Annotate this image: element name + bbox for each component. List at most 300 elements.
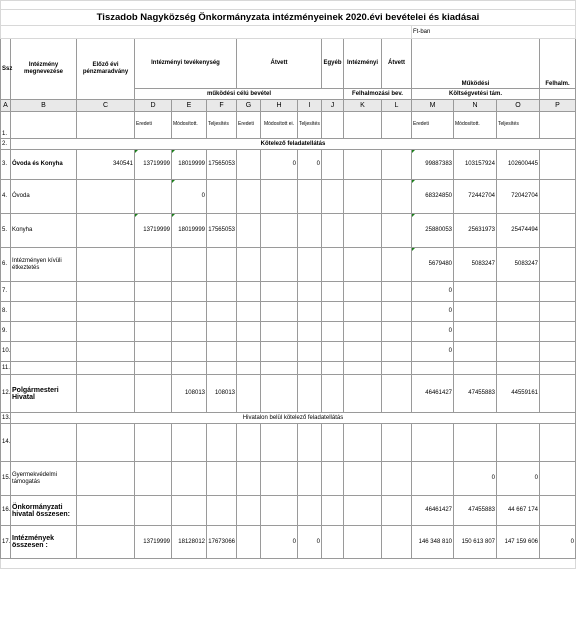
header-intezmenyi[interactable]: Intézményi — [344, 39, 382, 89]
empty-cell[interactable] — [540, 342, 576, 362]
row-number[interactable]: 1. — [1, 112, 11, 139]
empty-cell[interactable] — [77, 180, 135, 214]
empty-cell[interactable] — [298, 180, 322, 214]
column-letter-j[interactable]: J — [322, 100, 344, 112]
empty-cell[interactable] — [344, 342, 382, 362]
column-letter-e[interactable]: E — [172, 100, 207, 112]
empty-cell[interactable] — [322, 150, 344, 180]
empty-cell[interactable] — [540, 180, 576, 214]
cell-o[interactable]: 5083247 — [497, 248, 540, 282]
empty-cell[interactable] — [540, 322, 576, 342]
empty-cell[interactable] — [207, 282, 237, 302]
empty-cell[interactable] — [77, 214, 135, 248]
institution-name[interactable]: Intézmények összesen : — [11, 526, 77, 559]
empty-cell[interactable] — [237, 362, 261, 375]
empty-cell[interactable] — [322, 302, 344, 322]
empty-cell[interactable] — [11, 112, 77, 139]
empty-cell[interactable] — [454, 302, 497, 322]
cell-e[interactable]: 18019999 — [172, 214, 207, 248]
cell-o[interactable]: 72042704 — [497, 180, 540, 214]
empty-cell[interactable] — [344, 375, 382, 413]
sub-header-modositott-ei[interactable]: Módosított ei. — [261, 112, 298, 139]
row-4 — [1, 180, 576, 214]
header-elozo-ev[interactable]: Előző évi pénzmaradvány — [77, 39, 135, 100]
header-atvett[interactable]: Átvett — [237, 39, 322, 89]
cell-m[interactable]: 25880053 — [412, 214, 454, 248]
cell-c[interactable]: 340541 — [77, 150, 135, 180]
cell-e[interactable]: 108013 — [172, 375, 207, 413]
cell-m[interactable]: 0 — [412, 282, 454, 302]
sub-header-teljesites[interactable]: Teljesítés — [207, 112, 237, 139]
empty-cell[interactable] — [237, 375, 261, 413]
cell-f[interactable]: 108013 — [207, 375, 237, 413]
empty-cell[interactable] — [135, 282, 172, 302]
empty-cell[interactable] — [382, 302, 412, 322]
empty-cell[interactable] — [497, 362, 540, 375]
empty-cell[interactable] — [77, 424, 135, 462]
cell-m[interactable]: 99887383 — [412, 150, 454, 180]
empty-cell[interactable] — [344, 462, 382, 496]
row-number[interactable]: 5. — [1, 214, 11, 248]
empty-cell[interactable] — [261, 342, 298, 362]
empty-cell[interactable] — [322, 248, 344, 282]
section-label[interactable]: Hivatalon belül kötelező feladatellátás — [11, 413, 576, 424]
empty-cell[interactable] — [207, 342, 237, 362]
empty-cell[interactable] — [207, 496, 237, 526]
empty-cell[interactable] — [261, 496, 298, 526]
empty-cell[interactable] — [172, 248, 207, 282]
column-letter-k[interactable]: K — [344, 100, 382, 112]
empty-cell[interactable] — [135, 248, 172, 282]
header-egyeb[interactable]: Egyéb — [322, 39, 344, 89]
empty-cell[interactable] — [497, 424, 540, 462]
empty-cell[interactable] — [322, 322, 344, 342]
empty-cell[interactable] — [454, 362, 497, 375]
empty-cell[interactable] — [344, 150, 382, 180]
column-letter-n[interactable]: N — [454, 100, 497, 112]
cell-m[interactable]: 0 — [412, 322, 454, 342]
blank-row — [1, 559, 576, 569]
cell-i[interactable]: 0 — [298, 150, 322, 180]
empty-cell[interactable] — [172, 322, 207, 342]
empty-cell[interactable] — [344, 214, 382, 248]
institution-name[interactable]: Gyermekvédelmi támogatás — [11, 462, 77, 496]
empty-cell[interactable] — [497, 302, 540, 322]
cell-e[interactable]: 18019999 — [172, 150, 207, 180]
empty-cell[interactable] — [382, 248, 412, 282]
empty-cell[interactable] — [497, 282, 540, 302]
column-letter-c[interactable]: C — [77, 100, 135, 112]
empty-cell[interactable] — [237, 282, 261, 302]
sub-header-modositott[interactable]: Módosított. — [172, 112, 207, 139]
empty-cell[interactable] — [261, 375, 298, 413]
empty-cell[interactable] — [382, 526, 412, 559]
cell-m[interactable]: 46461427 — [412, 496, 454, 526]
empty-cell[interactable] — [207, 248, 237, 282]
column-letter-row — [1, 100, 576, 112]
empty-cell[interactable] — [322, 462, 344, 496]
column-letter-l[interactable]: L — [382, 100, 412, 112]
header-row-1 — [1, 39, 576, 89]
row-17 — [1, 526, 576, 559]
column-letter-f[interactable]: F — [207, 100, 237, 112]
empty-cell[interactable] — [298, 282, 322, 302]
row-number[interactable]: 16. — [1, 496, 11, 526]
empty-cell[interactable] — [540, 282, 576, 302]
column-letter-o[interactable]: O — [497, 100, 540, 112]
row-15 — [1, 462, 576, 496]
sub-header-teljesites[interactable]: Teljesítés — [298, 112, 322, 139]
empty-cell[interactable] — [382, 150, 412, 180]
institution-name[interactable]: Óvoda — [11, 180, 77, 214]
sheet-title[interactable]: Tiszadob Nagyközség Önkormányzata intézményeinek 2020.évi bevételei és kiadásai — [1, 10, 576, 26]
empty-cell[interactable] — [135, 322, 172, 342]
header-felhalmozasi-bev[interactable]: Felhalmozási bev. — [344, 89, 412, 100]
empty-cell[interactable] — [497, 342, 540, 362]
empty-cell[interactable] — [261, 462, 298, 496]
empty-cell[interactable] — [207, 362, 237, 375]
header-atvett-2[interactable]: Átvett — [382, 39, 412, 89]
row-number[interactable]: 2. — [1, 139, 11, 150]
cell-e[interactable]: 18128012 — [172, 526, 207, 559]
unit-row — [1, 26, 576, 39]
cell-n[interactable]: 0 — [454, 462, 497, 496]
empty-cell[interactable] — [135, 362, 172, 375]
row-number[interactable]: 10. — [1, 342, 11, 362]
empty-cell[interactable] — [540, 248, 576, 282]
empty-cell[interactable] — [322, 112, 344, 139]
cell-m[interactable]: 0 — [412, 302, 454, 322]
header-felhalm[interactable]: Felhalm. — [540, 39, 576, 89]
sub-header-eredeti[interactable]: Eredeti — [412, 112, 454, 139]
sub-header-eredeti[interactable]: Eredeti — [135, 112, 172, 139]
empty-cell[interactable] — [261, 282, 298, 302]
empty-cell[interactable] — [172, 496, 207, 526]
empty-cell[interactable] — [497, 322, 540, 342]
empty-cell[interactable] — [207, 462, 237, 496]
blank-cell — [1, 1, 576, 10]
empty-cell[interactable] — [322, 342, 344, 362]
empty-cell[interactable] — [454, 282, 497, 302]
cell-d[interactable]: 13719999 — [135, 526, 172, 559]
row-number[interactable]: 9. — [1, 322, 11, 342]
empty-cell[interactable] — [135, 342, 172, 362]
empty-cell[interactable] — [298, 496, 322, 526]
row-number[interactable]: 11. — [1, 362, 11, 375]
empty-cell[interactable] — [540, 424, 576, 462]
cell-m[interactable]: 68324850 — [412, 180, 454, 214]
empty-cell[interactable] — [237, 302, 261, 322]
empty-cell[interactable] — [11, 322, 77, 342]
empty-cell[interactable] — [540, 375, 576, 413]
institution-name[interactable]: Konyha — [11, 214, 77, 248]
empty-cell[interactable] — [454, 342, 497, 362]
row-5 — [1, 214, 576, 248]
empty-cell[interactable] — [77, 322, 135, 342]
cell-f[interactable]: 17565053 — [207, 150, 237, 180]
empty-cell[interactable] — [344, 248, 382, 282]
empty-cell[interactable] — [207, 302, 237, 322]
column-letter-p[interactable]: P — [540, 100, 576, 112]
empty-cell[interactable] — [207, 322, 237, 342]
empty-cell[interactable] — [344, 526, 382, 559]
cell-f[interactable]: 17673066 — [207, 526, 237, 559]
empty-cell[interactable] — [237, 462, 261, 496]
empty-cell[interactable] — [344, 180, 382, 214]
cell-h[interactable]: 0 — [261, 526, 298, 559]
empty-cell[interactable] — [322, 375, 344, 413]
empty-cell[interactable] — [412, 362, 454, 375]
empty-cell[interactable] — [382, 112, 412, 139]
empty-cell[interactable] — [237, 322, 261, 342]
empty-cell[interactable] — [412, 462, 454, 496]
row-11 — [1, 362, 576, 375]
header-intezmeny-name[interactable]: Intézmény megnevezése — [11, 39, 77, 100]
column-letter-h[interactable]: H — [261, 100, 298, 112]
empty-cell[interactable] — [77, 112, 135, 139]
empty-cell[interactable] — [172, 362, 207, 375]
empty-cell[interactable] — [261, 180, 298, 214]
empty-cell[interactable] — [298, 302, 322, 322]
empty-cell[interactable] — [322, 424, 344, 462]
sub-header-eredeti[interactable]: Eredeti — [237, 112, 261, 139]
empty-cell[interactable] — [261, 322, 298, 342]
empty-cell[interactable] — [11, 424, 77, 462]
empty-cell[interactable] — [77, 302, 135, 322]
empty-cell[interactable] — [77, 248, 135, 282]
empty-cell[interactable] — [540, 150, 576, 180]
cell-n[interactable]: 47455883 — [454, 496, 497, 526]
empty-cell[interactable] — [261, 424, 298, 462]
row-number[interactable]: 17. — [1, 526, 11, 559]
cell-o[interactable]: 0 — [497, 462, 540, 496]
empty-cell[interactable] — [261, 302, 298, 322]
header-sz[interactable]: Ssz — [1, 39, 11, 100]
row-number[interactable]: 14. — [1, 424, 11, 462]
empty-cell[interactable] — [412, 424, 454, 462]
empty-cell[interactable] — [382, 214, 412, 248]
empty-cell[interactable] — [540, 302, 576, 322]
empty-cell[interactable] — [382, 424, 412, 462]
header-mukodesi[interactable]: Működési — [412, 39, 540, 89]
row-number[interactable]: 3. — [1, 150, 11, 180]
cell-n[interactable]: 150 613 807 — [454, 526, 497, 559]
empty-cell[interactable] — [11, 282, 77, 302]
empty-cell[interactable] — [77, 526, 135, 559]
empty-cell[interactable] — [172, 342, 207, 362]
row-number[interactable]: 4. — [1, 180, 11, 214]
empty-cell[interactable] — [298, 362, 322, 375]
row-number[interactable]: 12. — [1, 375, 11, 413]
cell-i[interactable]: 0 — [298, 526, 322, 559]
cell-d[interactable]: 13719999 — [135, 150, 172, 180]
empty-cell[interactable] — [454, 424, 497, 462]
empty-cell[interactable] — [344, 112, 382, 139]
row-9 — [1, 322, 576, 342]
empty-cell[interactable] — [135, 496, 172, 526]
empty-cell[interactable] — [298, 342, 322, 362]
empty-cell[interactable] — [382, 180, 412, 214]
blank-cell — [1, 26, 412, 39]
cell-m[interactable]: 5679480 — [412, 248, 454, 282]
column-letter-a[interactable]: A — [1, 100, 11, 112]
empty-cell[interactable] — [77, 375, 135, 413]
row-number[interactable]: 15. — [1, 462, 11, 496]
empty-cell[interactable] — [344, 496, 382, 526]
empty-cell[interactable] — [322, 214, 344, 248]
empty-cell[interactable] — [135, 180, 172, 214]
cell-o[interactable]: 147 159 606 — [497, 526, 540, 559]
institution-name[interactable]: Intézményen kívüli étkeztetés — [11, 248, 77, 282]
empty-cell[interactable] — [298, 248, 322, 282]
empty-cell[interactable] — [382, 496, 412, 526]
empty-cell[interactable] — [382, 462, 412, 496]
cell-o[interactable]: 102600445 — [497, 150, 540, 180]
row-3 — [1, 150, 576, 180]
empty-cell[interactable] — [382, 362, 412, 375]
empty-cell[interactable] — [344, 424, 382, 462]
empty-cell[interactable] — [135, 424, 172, 462]
empty-cell[interactable] — [261, 362, 298, 375]
row-7 — [1, 282, 576, 302]
institution-name[interactable]: Óvoda és Konyha — [11, 150, 77, 180]
cell-n[interactable]: 47455883 — [454, 375, 497, 413]
empty-cell[interactable] — [344, 282, 382, 302]
empty-cell[interactable] — [322, 282, 344, 302]
empty-cell[interactable] — [322, 180, 344, 214]
row-1 — [1, 112, 576, 139]
row-number[interactable]: 7. — [1, 282, 11, 302]
column-letter-i[interactable]: I — [298, 100, 322, 112]
empty-cell[interactable] — [11, 302, 77, 322]
blank-cell — [1, 559, 576, 569]
empty-cell[interactable] — [540, 462, 576, 496]
empty-cell[interactable] — [344, 322, 382, 342]
empty-cell[interactable] — [135, 462, 172, 496]
empty-cell[interactable] — [237, 342, 261, 362]
empty-cell[interactable] — [382, 375, 412, 413]
row-12 — [1, 375, 576, 413]
row-number[interactable]: 8. — [1, 302, 11, 322]
empty-cell[interactable] — [540, 496, 576, 526]
empty-cell[interactable] — [322, 496, 344, 526]
cell-m[interactable]: 146 348 810 — [412, 526, 454, 559]
column-letter-m[interactable]: M — [412, 100, 454, 112]
empty-cell[interactable] — [172, 424, 207, 462]
cell-m[interactable]: 46461427 — [412, 375, 454, 413]
cell-p[interactable]: 0 — [540, 526, 576, 559]
empty-cell[interactable] — [77, 462, 135, 496]
empty-cell[interactable] — [237, 248, 261, 282]
empty-cell[interactable] — [540, 362, 576, 375]
unit-label[interactable]: Ft-ban — [412, 26, 576, 39]
empty-cell[interactable] — [237, 424, 261, 462]
empty-cell[interactable] — [11, 362, 77, 375]
empty-cell[interactable] — [172, 282, 207, 302]
empty-cell[interactable] — [382, 322, 412, 342]
row-number[interactable]: 13. — [1, 413, 11, 424]
institution-name[interactable]: Önkormányzati hivatal összesen: — [11, 496, 77, 526]
empty-cell[interactable] — [454, 322, 497, 342]
empty-cell[interactable] — [172, 302, 207, 322]
empty-cell[interactable] — [322, 362, 344, 375]
section-label[interactable]: Kötelező feladatellátás — [11, 139, 576, 150]
empty-cell[interactable] — [540, 89, 576, 100]
cell-o[interactable]: 44559161 — [497, 375, 540, 413]
header-koltsegvetesi-tam[interactable]: Költségvetési tám. — [412, 89, 540, 100]
empty-cell[interactable] — [135, 375, 172, 413]
empty-cell[interactable] — [237, 150, 261, 180]
cell-n[interactable]: 72442704 — [454, 180, 497, 214]
empty-cell[interactable] — [77, 362, 135, 375]
empty-cell[interactable] — [135, 302, 172, 322]
row-2 — [1, 139, 576, 150]
empty-cell[interactable] — [207, 180, 237, 214]
empty-cell[interactable] — [298, 322, 322, 342]
empty-cell[interactable] — [298, 424, 322, 462]
cell-m[interactable]: 0 — [412, 342, 454, 362]
sub-header-modositott[interactable]: Módosított. — [454, 112, 497, 139]
empty-cell[interactable] — [540, 214, 576, 248]
empty-cell[interactable] — [382, 282, 412, 302]
empty-cell[interactable] — [207, 424, 237, 462]
empty-cell[interactable] — [344, 362, 382, 375]
cell-o[interactable]: 44 667 174 — [497, 496, 540, 526]
empty-cell[interactable] — [261, 214, 298, 248]
row-8 — [1, 302, 576, 322]
cell-h[interactable]: 0 — [261, 150, 298, 180]
empty-cell[interactable] — [298, 375, 322, 413]
header-intezmenyi-tevekenyseg[interactable]: Intézményi tevékenység — [135, 39, 237, 89]
cell-e[interactable]: 0 — [172, 180, 207, 214]
column-letter-d[interactable]: D — [135, 100, 172, 112]
row-number[interactable]: 6. — [1, 248, 11, 282]
cell-f[interactable]: 17565053 — [207, 214, 237, 248]
empty-cell[interactable] — [540, 112, 576, 139]
empty-cell[interactable] — [237, 180, 261, 214]
cell-o[interactable]: 25474494 — [497, 214, 540, 248]
institution-name[interactable]: Polgármesteri Hivatal — [11, 375, 77, 413]
empty-cell[interactable] — [344, 302, 382, 322]
empty-cell[interactable] — [172, 462, 207, 496]
empty-cell[interactable] — [237, 496, 261, 526]
empty-cell[interactable] — [77, 282, 135, 302]
empty-cell[interactable] — [237, 526, 261, 559]
cell-d[interactable]: 13719999 — [135, 214, 172, 248]
cell-n[interactable]: 5083247 — [454, 248, 497, 282]
row-16 — [1, 496, 576, 526]
row-13 — [1, 413, 576, 424]
cell-n[interactable]: 25631973 — [454, 214, 497, 248]
cell-n[interactable]: 103157924 — [454, 150, 497, 180]
empty-cell[interactable] — [77, 342, 135, 362]
empty-cell[interactable] — [77, 496, 135, 526]
empty-cell[interactable] — [237, 214, 261, 248]
row-14 — [1, 424, 576, 462]
empty-cell[interactable] — [11, 342, 77, 362]
empty-cell[interactable] — [298, 462, 322, 496]
sub-header-teljesites[interactable]: Teljesítés — [497, 112, 540, 139]
empty-cell[interactable] — [382, 342, 412, 362]
empty-cell[interactable] — [298, 214, 322, 248]
header-mukodesi-celu-bevetel[interactable]: működési célú bevétel — [135, 89, 344, 100]
column-letter-b[interactable]: B — [11, 100, 77, 112]
row-10 — [1, 342, 576, 362]
empty-cell[interactable] — [261, 248, 298, 282]
title-row — [1, 10, 576, 26]
empty-cell[interactable] — [322, 526, 344, 559]
column-letter-g[interactable]: G — [237, 100, 261, 112]
